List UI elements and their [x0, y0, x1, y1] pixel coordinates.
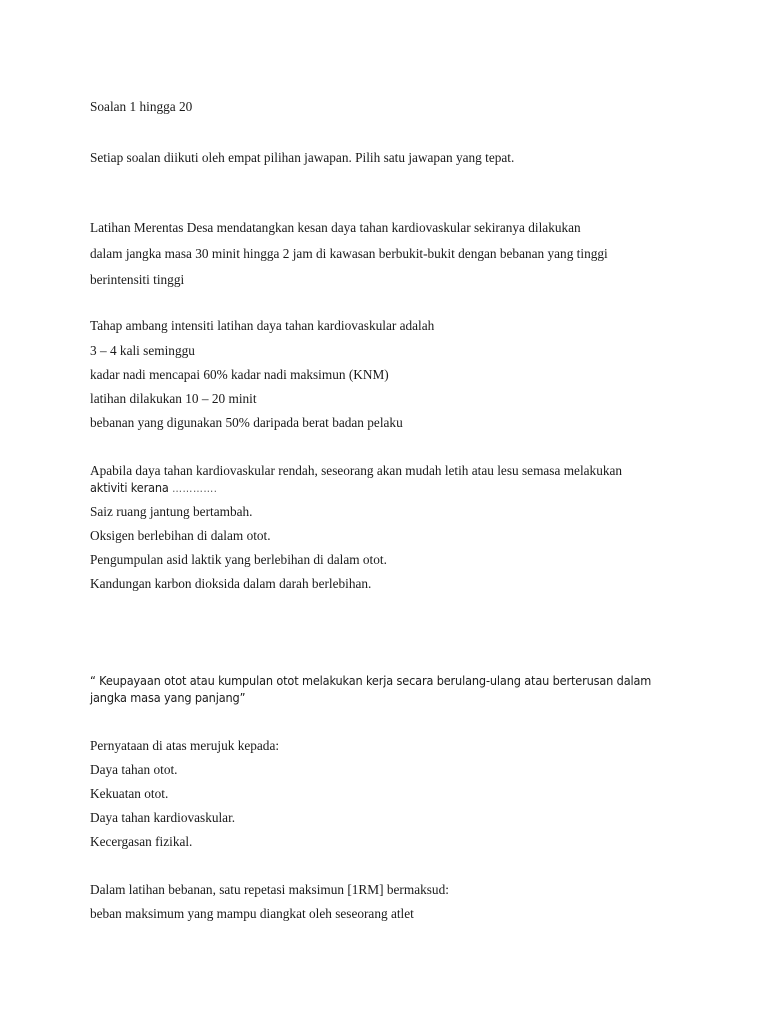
- section-header: Soalan 1 hingga 20: [90, 99, 193, 114]
- q2-option-c: latihan dilakukan 10 – 20 minit: [90, 391, 257, 406]
- instruction-text: Setiap soalan diikuti oleh empat pilihan jawapan. Pilih satu jawapan yang tepat.: [90, 150, 515, 165]
- q3-option-b: Oksigen berlebihan di dalam otot.: [90, 528, 271, 543]
- q4-option-c: Daya tahan kardiovaskular.: [90, 810, 236, 825]
- q2-option-d: bebanan yang digunakan 50% daripada berat badan pelaku: [90, 415, 403, 430]
- q2-stem: Tahap ambang intensiti latihan daya tahan kardiovaskular adalah: [90, 318, 435, 333]
- q3-line-2: [90, 480, 217, 497]
- q4-quote-line-2: jangka masa yang panjang”: [90, 690, 246, 705]
- q3-line-2-text: aktiviti kerana: [90, 480, 169, 495]
- q5-option-a: beban maksimum yang mampu diangkat oleh seseorang atlet: [90, 906, 414, 921]
- q2-option-b: kadar nadi mencapai 60% kadar nadi maksimun (KNM): [90, 367, 389, 382]
- q5-stem: Dalam latihan bebanan, satu repetasi maksimun [1RM] bermaksud:: [90, 882, 449, 897]
- q3-blank-dots: ………….: [172, 482, 218, 495]
- q1-line-3: berintensiti tinggi: [90, 272, 185, 287]
- q4-stem: Pernyataan di atas merujuk kepada:: [90, 738, 280, 753]
- q2-option-a: 3 – 4 kali seminggu: [90, 343, 195, 358]
- q3-line-1: Apabila daya tahan kardiovaskular rendah, seseorang akan mudah letih atau lesu semasa melakukan: [90, 463, 623, 478]
- q1-line-2: dalam jangka masa 30 minit hingga 2 jam di kawasan berbukit-bukit dengan bebanan yang tinggi: [90, 246, 608, 261]
- q4-option-b: Kekuatan otot.: [90, 786, 169, 801]
- q4-option-a: Daya tahan otot.: [90, 762, 178, 777]
- q3-option-d: Kandungan karbon dioksida dalam darah berlebihan.: [90, 576, 372, 591]
- q3-option-a: Saiz ruang jantung bertambah.: [90, 504, 253, 519]
- q1-line-1: Latihan Merentas Desa mendatangkan kesan daya tahan kardiovaskular sekiranya dilakukan: [90, 220, 581, 235]
- q3-option-c: Pengumpulan asid laktik yang berlebihan di dalam otot.: [90, 552, 387, 567]
- q4-quote-line-1: “ Keupayaan otot atau kumpulan otot melakukan kerja secara berulang-ulang atau berterusan dalam: [90, 673, 652, 688]
- q4-option-d: Kecergasan fizikal.: [90, 834, 193, 849]
